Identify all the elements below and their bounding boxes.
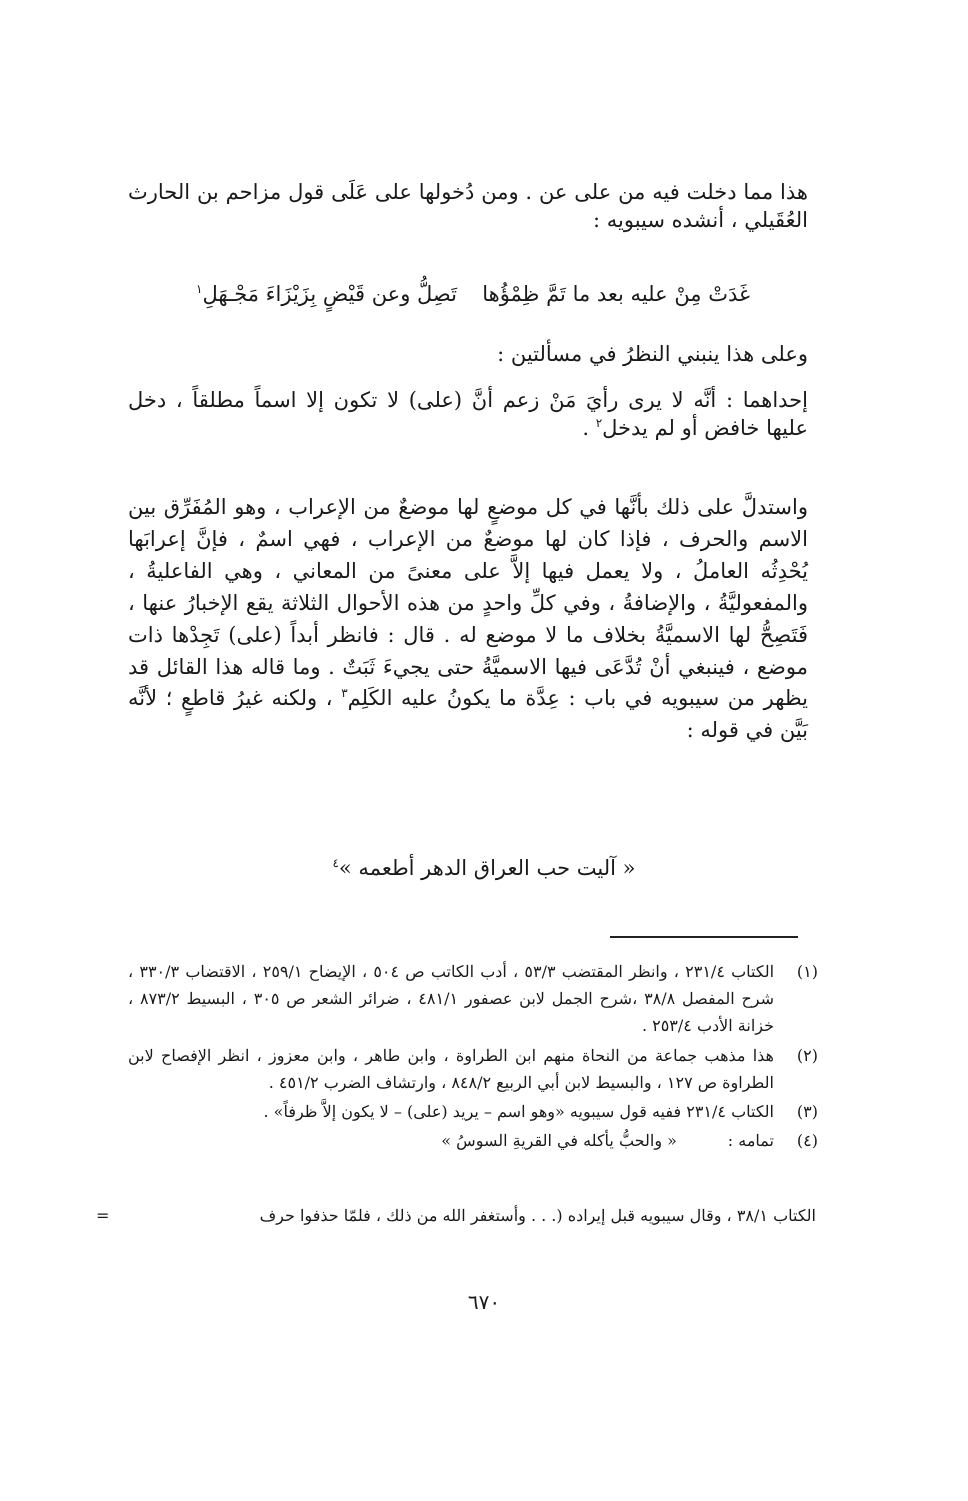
paragraph-1 — [128, 178, 808, 235]
paragraph-4-text-b: ، ولكنه غيرُ قاطعٍ ؛ لأنَّه بَيَّن في قوله : — [128, 686, 808, 743]
footnote-item — [128, 958, 818, 1040]
footnote-number: (٤) — [796, 1131, 818, 1151]
footnote-marker-4: ٤ — [332, 856, 339, 870]
footnote-continuation-text: الكتاب ٣٨/١ ، وقال سيبويه قبل إيراده (. . . وأستغفر الله من ذلك ، فلمّا حذفوا حرف — [259, 1206, 816, 1225]
footnote-continuation — [96, 1206, 816, 1225]
paragraph-3-text: إحداهما : أنَّه لا يرى رأيَ مَنْ زعم أنَّ (على) لا تكون إلا اسماً مطلقاً ، دخل عليها خافض أو لم يدخل — [128, 388, 808, 441]
footnote-marker-2: ٢ — [595, 416, 603, 431]
footnote-number: (١) — [796, 962, 818, 981]
paragraph-2 — [497, 342, 808, 366]
footnote-text: الكتاب ٢٣١/٤ ، وانظر المقتضب ٥٣/٣ ، أدب الكاتب ص ٥٠٤ ، الإيضاح ٢٥٩/١ ، الاقتضاب ٣٣٠/٣ ، شرح المفصل ٣٨/٨ ،شرح الجمل لابن عصفور ٤٨١/١ ، ضرائر الشعر ص ٣٠٥ ، البسيط ٨٧٣/٢ ، خزانة الأدب ٢٥٣/٤ . — [128, 962, 775, 1036]
footnote-text: تمامه : « والحبُّ يأكله في القريةِ السوسُ » — [441, 1131, 774, 1151]
paragraph-3 — [128, 386, 808, 443]
footnote-marker-3: ٣ — [341, 686, 348, 701]
footnote-text: الكتاب ٢٣١/٤ ففيه قول سيبويه «وهو اسم – يريد (على) – لا يكون إلاَّ ظرفاً» . — [263, 1101, 774, 1121]
footnote-number: (٣) — [796, 1101, 818, 1121]
footnote-item — [128, 1042, 818, 1096]
continuation-mark: = — [96, 1206, 110, 1225]
half-verse-quote — [0, 856, 968, 880]
paragraph-4 — [128, 492, 808, 747]
footnote-number: (٢) — [796, 1045, 818, 1065]
page-number: ٦٧٠ — [467, 1290, 501, 1314]
paragraph-2-text: وعلى هذا ينبني النظرُ في مسألتين : — [497, 342, 808, 366]
paragraph-4-text-a: واستدلَّ على ذلك بأنَّها في كل موضعٍ لها موضعٌ من الإعراب ، وهو المُفَرِّق بين الاسم والحرف ، فإذا كان لها موضعٌ من الإعراب ، فهي اسمٌ ، فإنَّ إعرابَها يُحْدِثُه العاملُ ، ولا يعمل فيها إلاَّ على معنىً من المعاني ، وهي الفاعليةُ ، والمفعوليَّةُ ، والإضافةُ ، وفي كلِّ واحدٍ من هذه الأحوال الثلاثة يقع الإخبارُ عنها ، فَتَصِحُّ لها الاسميَّةُ بخلاف ما لا موضع له . قال : فانظر أبداً (على) تَجِدْها ذات موضع ، فينبغي أنْ تُدَّعَى فيها الاسميَّةُ حتى يجيءَ ثَبَتٌ . وما قاله هذا القائل قد يظهر من سيبويه في باب : عِدَّة ما يكونُ عليه الكَلِم — [128, 495, 808, 711]
verse — [0, 282, 968, 322]
footnote-marker-1: ١ — [196, 282, 203, 296]
paragraph-1-text: هذا مما دخلت فيه من على عن . ومن دُخولها على عَلَى قول مزاحم بن الحارث العُقَيلي ، أنشده سيبويه : — [128, 180, 808, 233]
half-verse-text: « آليت حب العراق الدهر أطعمه » — [338, 856, 636, 880]
footnote-item — [128, 1098, 818, 1125]
verse-second-hemistich-text: تَصِلُّ وعن قَيْضٍ بِزَيْزَاءَ مَجْـهَلِ — [202, 282, 457, 306]
footnote-text: هذا مذهب جماعة من النحاة منهم ابن الطراوة ، وابن طاهر ، وابن معزوز ، انظر الإفصاح لابن الطراوة ص ١٢٧ ، والبسيط لابن أبي الربيع ٨٤٨/٢ ، وارتشاف الضرب ٤٥١/٢ . — [128, 1045, 774, 1092]
verse-second-hemistich — [196, 282, 457, 306]
paragraph-3-end: . — [582, 416, 596, 441]
verse-first-hemistich: غَدَتْ مِنْ عليه بعد ما تَمَّ ظِمْؤُها — [482, 282, 750, 306]
footnote-item — [128, 1127, 818, 1154]
footnotes — [128, 958, 818, 1156]
footnote-separator — [610, 936, 798, 938]
